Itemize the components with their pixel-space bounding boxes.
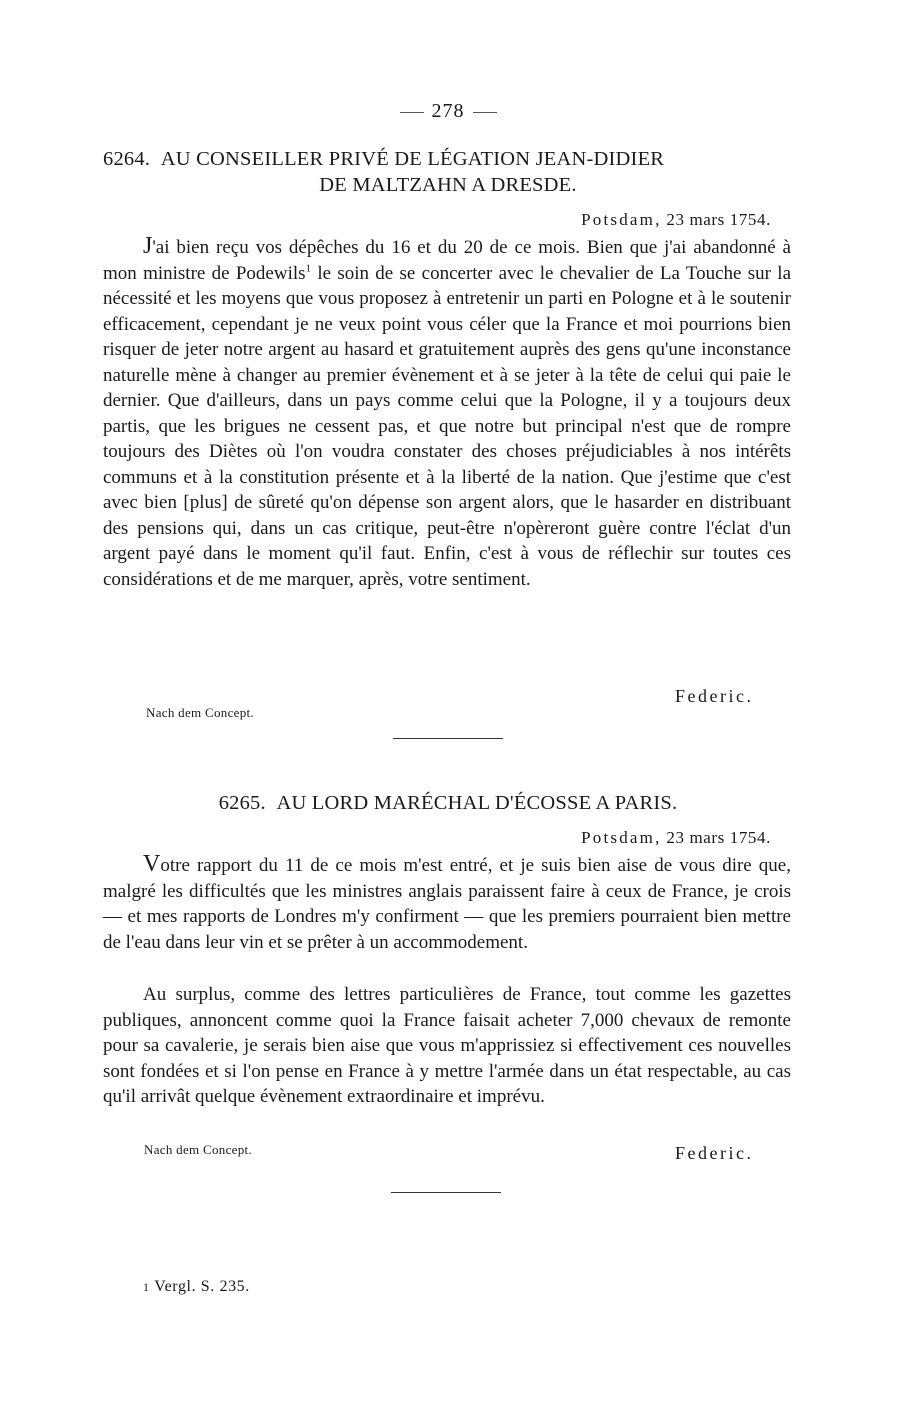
- page-number: [103, 100, 793, 123]
- letter2-paragraph-1-rest: otre rapport du 11 de ce mois m'est entré, et je suis bien aise de vous dire que, malgré les difficultés que les ministres anglais paraissent faire à ceux de France, je crois — et mes rapports de Londres m'y confirment — que les premiers pourraient bien mettre de l'eau dans leur vin et se prêter à un accommodement.: [103, 855, 791, 953]
- letter1-dateline: [103, 210, 771, 230]
- footnote-mark: 1: [143, 1280, 150, 1294]
- letter1-heading-line1: [103, 146, 793, 172]
- letter1-body-rest: le soin de se concerter avec le chevalier de La Touche sur la nécessité et les moyens que vous proposez à entretenir un parti en Pologne et à le soutenir efficacement, cependant je ne veux point vous céler que la France et moi pourrions bien risquer de jeter notre argent au hasard et gratuitement auprès des gens qu'une inconstance naturelle mène à changer au premier évènement et à se jeter à la tête de celui qui paie le dernier. Que d'ailleurs, dans un pays comme celui que la Pologne, il y a toujours deux partis, que les brigues ne cessent pas, et que notre but principal n'est que de rompre toujours des Diètes où l'on voudra constater des choses préjudiciables à nos intérêts communs et à la constitution présente et à la liberté de la nation. Que j'estime que c'est avec bien [plus] de sûreté qu'on dépense son argent alors, que le hasarder en distribuant des pensions qui, dans un cas critique, peut-être n'opèreront guère contre l'éclat d'un argent payé dans le moment qu'il faut. Enfin, c'est à vous de réflechir sur toutes ces considérations et de me marquer, après, votre sentiment.: [103, 262, 792, 590]
- letter2-date: 23 mars 1754.: [666, 828, 771, 847]
- letter2-initial: V: [143, 851, 161, 877]
- letter1-heading-line1-text: AU CONSEILLER PRIVÉ DE LÉGATION JEAN-DIDIER: [160, 148, 665, 170]
- page-number-dash-right: [473, 112, 497, 113]
- letter1-heading-line2: DE MALTZAHN A DRESDE.: [319, 174, 577, 196]
- letter2-place: Potsdam,: [581, 828, 662, 847]
- page-number-text: 278: [431, 100, 465, 122]
- footnote: [143, 1278, 250, 1296]
- letter1-heading: [103, 146, 793, 198]
- letter2-source-note: Nach dem Concept.: [144, 1142, 252, 1157]
- letter2-paragraph-2: Au surplus, comme des lettres particulières de France, tout comme les gazettes publiques, annoncent comme quoi la France faisait acheter 7,000 chevaux de remonte pour sa cavalerie, je serais bien aise que vous m'apprissiez si effectivement ces nouvelles sont fondées et si l'on pense en France à y mettre l'armée dans un état respectable, au cas qu'il arrivât quelque évènement extraordinaire et imprévu.: [103, 984, 791, 1107]
- footnote-reference: 1: [305, 262, 312, 275]
- section-divider-2: [391, 1192, 501, 1193]
- letter1-body: [103, 234, 791, 592]
- letter1-number: 6264.: [103, 148, 151, 170]
- letter2-dateline: [103, 828, 771, 848]
- letter2-heading-text: AU LORD MARÉCHAL D'ÉCOSSE A PARIS.: [276, 792, 678, 814]
- letter1-date: 23 mars 1754.: [666, 210, 771, 229]
- letter1-body-start: 'ai bien reçu vos dépêches du 16 et du 20 de ce mois. Bien que j'ai abandonné à mon ministre de Podewils: [103, 237, 791, 284]
- letter2-heading: [103, 790, 793, 816]
- letter1-initial: J: [143, 233, 153, 259]
- page-number-dash-left: [400, 112, 424, 113]
- letter1-signature: Federic.: [675, 686, 754, 706]
- letter2-signature: Federic.: [675, 1143, 754, 1163]
- letter1-place: Potsdam,: [581, 210, 662, 229]
- letter2-number: 6265.: [218, 792, 266, 814]
- letter2-paragraph-1: [103, 852, 791, 955]
- letter1-source-note: Nach dem Concept.: [146, 705, 254, 720]
- footnote-text: Vergl. S. 235.: [154, 1278, 250, 1295]
- section-divider-1: [393, 738, 503, 739]
